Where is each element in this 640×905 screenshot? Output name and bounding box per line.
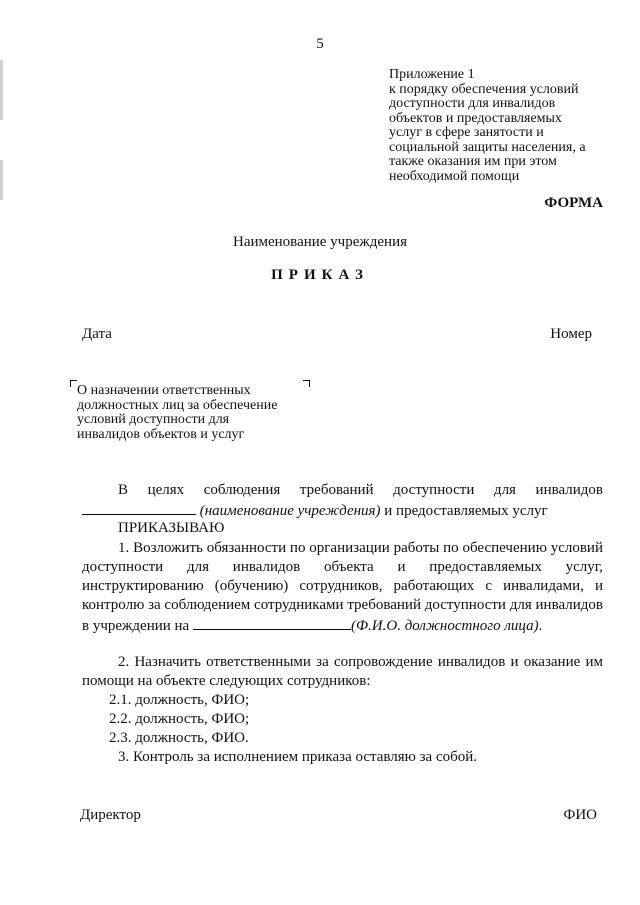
subject-bracket-left bbox=[70, 380, 77, 387]
item-1 bbox=[82, 539, 603, 636]
subject-line: должностных лиц за обеспечение bbox=[77, 397, 278, 413]
responsible-person-blank bbox=[193, 615, 351, 630]
signature-name: ФИО bbox=[563, 807, 597, 823]
document-title: ПРИКАЗ bbox=[271, 267, 369, 283]
scan-edge-mark bbox=[0, 60, 3, 120]
appendix-block bbox=[389, 68, 609, 184]
appendix-line: услуг в сфере занятости и bbox=[389, 125, 544, 140]
appendix-line: необходимой помощи bbox=[389, 168, 520, 184]
number-label: Номер bbox=[550, 326, 592, 342]
scan-edge-mark bbox=[0, 160, 3, 200]
institution-name: Наименование учреждения bbox=[232, 234, 407, 250]
date-label: Дата bbox=[82, 326, 112, 342]
subject-line: О назначении ответственных bbox=[77, 383, 251, 398]
subject-block bbox=[77, 384, 307, 442]
preamble-line-2 bbox=[82, 500, 603, 521]
appendix-line: также оказания им при этом bbox=[389, 154, 557, 169]
item-2-sub: 2.1. должность, ФИО; bbox=[109, 692, 250, 708]
institution-blank bbox=[82, 500, 196, 515]
item-1-hint: (Ф.И.О. должностного лица) bbox=[350, 618, 539, 634]
item-2-sub: 2.2. должность, ФИО; bbox=[109, 711, 250, 727]
item-1-end: . bbox=[538, 618, 543, 634]
appendix-line: доступности для инвалидов bbox=[389, 96, 556, 111]
appendix-line: к порядку обеспечения условий bbox=[389, 81, 579, 97]
item-2-text: 2. Назначить ответственными за сопровождение инвалидов и оказание им помощи на объекте следующих сотрудников: bbox=[82, 654, 603, 689]
item-3: 3. Контроль за исполнением приказа оставляю за собой. bbox=[118, 749, 478, 765]
subject-line: инвалидов объектов и услуг bbox=[77, 426, 245, 442]
appendix-line: Приложение 1 bbox=[389, 67, 475, 82]
preamble-line-1: В целях соблюдения требований доступности для инвалидов bbox=[118, 482, 603, 498]
appendix-line: объектов и предоставляемых bbox=[389, 110, 562, 126]
institution-hint: (наименование учреждения) bbox=[199, 503, 381, 519]
signature-role: Директор bbox=[80, 807, 141, 823]
form-label: ФОРМА bbox=[544, 195, 603, 211]
page-number: 5 bbox=[316, 36, 324, 52]
subject-line: условий доступности для bbox=[77, 412, 230, 427]
item-2 bbox=[82, 653, 603, 748]
preamble-tail: и предоставляемых услуг bbox=[384, 503, 548, 519]
item-2-sub: 2.3. должность, ФИО. bbox=[109, 730, 249, 746]
appendix-line: социальной защиты населения, а bbox=[389, 139, 586, 155]
item-1-text: 1. Возложить обязанности по организации работы по обеспечению условий доступности для инвалидов объекта и предоставляемых услуг, инструктированию (обучению) сотрудников, работающих с инвалидами, и контролю за соблюдением сотрудниками требований доступности для инвалидов в учреждении на bbox=[82, 540, 603, 634]
order-word: ПРИКАЗЫВАЮ bbox=[118, 520, 225, 536]
